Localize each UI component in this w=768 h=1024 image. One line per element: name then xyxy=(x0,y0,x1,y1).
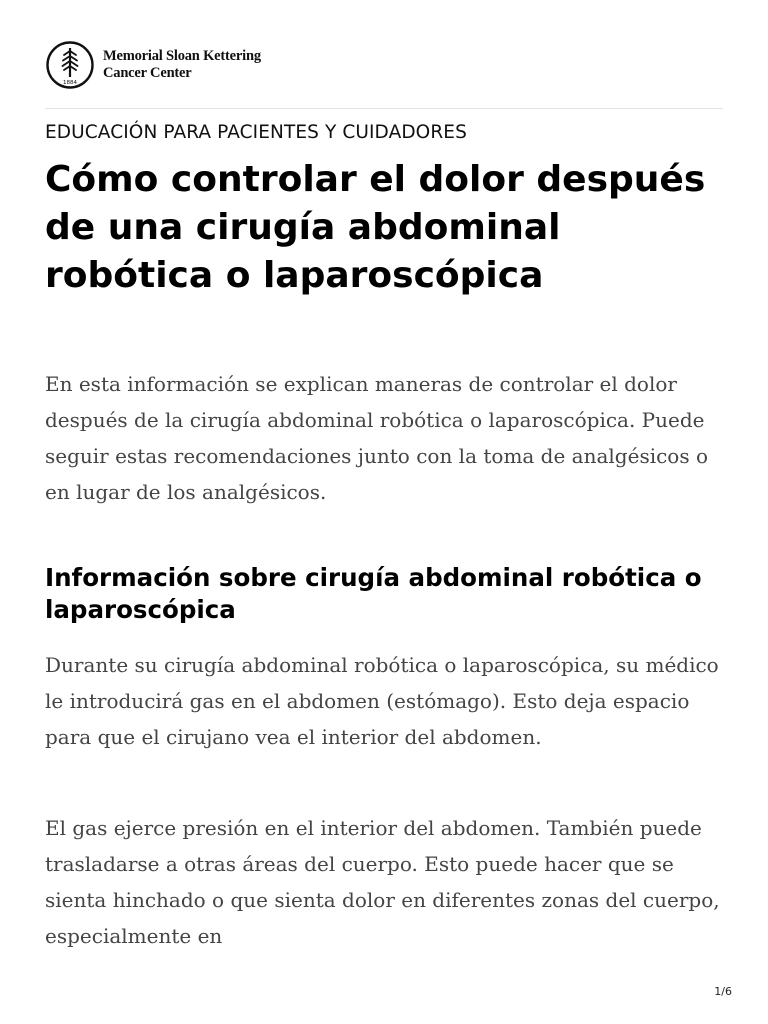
document-category: EDUCACIÓN PARA PACIENTES Y CUIDADORES xyxy=(45,122,467,143)
section-heading: Información sobre cirugía abdominal robótica o laparoscópica xyxy=(45,563,702,624)
document-title: Cómo controlar el dolor después de una cirugía abdominal robótica o laparoscópica xyxy=(45,159,706,296)
logo-year: 1884 xyxy=(63,80,77,86)
org-name-line1: Memorial Sloan Kettering xyxy=(103,48,261,64)
intro-paragraph: En esta información se explican maneras de controlar el dolor después de la cirugía abdominal robótica o laparoscópica. Puede seguir estas recomendaciones junto con la toma de analgésicos o en lugar de los analgésicos. xyxy=(45,372,709,504)
page-number: 1/6 xyxy=(714,985,732,998)
header-divider xyxy=(45,108,723,109)
org-name xyxy=(103,48,261,82)
section-paragraph-1: Durante su cirugía abdominal robótica o laparoscópica, su médico le introducirá gas en el abdomen (estómago). Esto deja espacio para que el cirujano vea el interior del abdomen. xyxy=(45,653,719,749)
msk-logo-icon xyxy=(45,40,95,90)
document-header xyxy=(45,38,723,92)
section-paragraph-2: El gas ejerce presión en el interior del abdomen. También puede trasladarse a otras áreas del cuerpo. Esto puede hacer que se sienta hinchado o que sienta dolor en diferentes zonas del cuerpo, especialmente en xyxy=(45,816,720,948)
org-name-line2: Cancer Center xyxy=(103,65,192,81)
